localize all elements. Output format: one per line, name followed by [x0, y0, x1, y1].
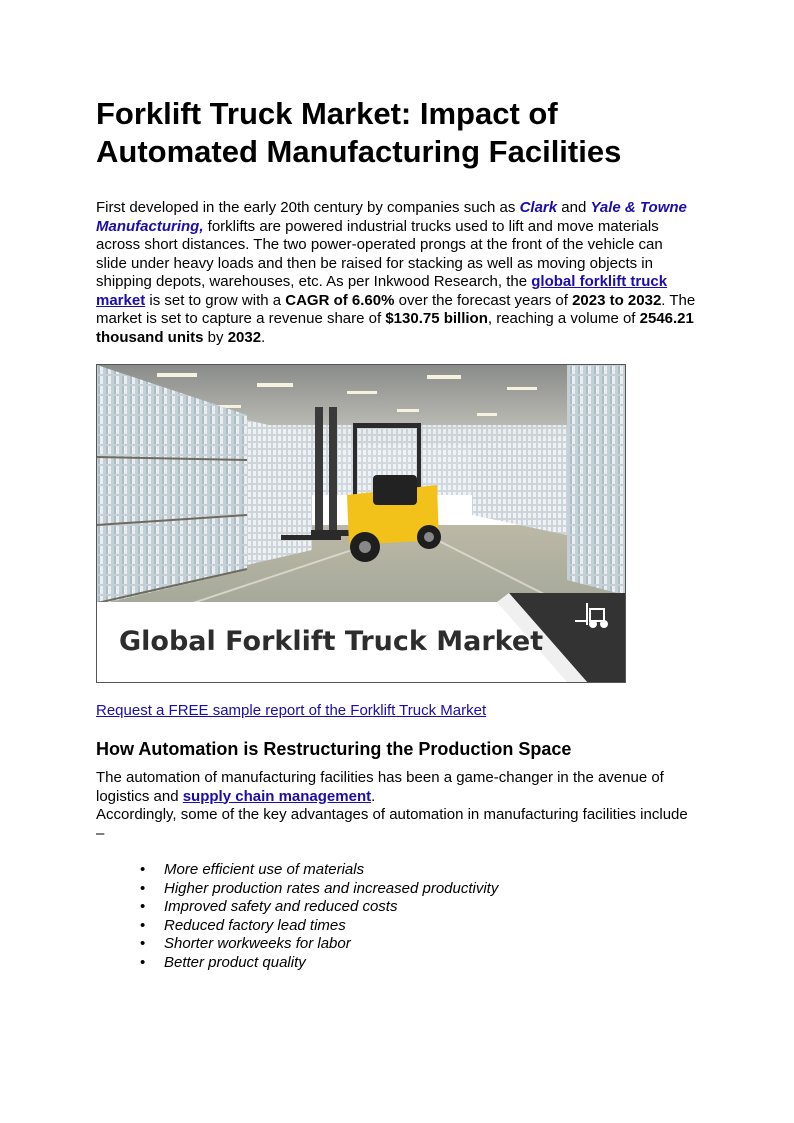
intro-text: . — [261, 328, 266, 346]
section-heading: How Automation is Restructuring the Production Space — [96, 739, 572, 759]
list-item — [96, 880, 498, 899]
market-banner-image — [96, 364, 626, 683]
list-item — [96, 861, 498, 880]
list-item — [96, 935, 498, 954]
intro-text: is set to grow with a — [145, 291, 286, 309]
supply-chain-link[interactable]: supply chain management — [182, 787, 372, 805]
sample-report-link[interactable]: Request a FREE sample report of the Forklift Truck Market — [96, 702, 487, 719]
bullet-icon: • — [140, 861, 146, 878]
yale-towne-link[interactable]: Yale & Towne Manufacturing, — [96, 199, 687, 235]
global-forklift-market-link[interactable]: global forklift truck market — [96, 273, 668, 309]
intro-text: over the forecast years of — [394, 291, 573, 309]
list-item-text: Improved safety and reduced costs — [164, 898, 398, 915]
bullet-icon: • — [140, 898, 146, 915]
intro-text: First developed in the early 20th century by companies such as — [96, 199, 520, 216]
page-title: Forklift Truck Market: Impact of Automated Manufacturing Facilities — [96, 96, 622, 169]
intro-text: , reaching a volume of — [487, 310, 640, 327]
section-paragraph — [96, 769, 696, 843]
list-item — [96, 898, 498, 917]
list-item — [96, 917, 498, 936]
intro-paragraph — [96, 199, 696, 347]
advantages-list — [96, 861, 498, 972]
bullet-icon: • — [140, 916, 146, 934]
revenue-value: $130.75 billion — [385, 310, 488, 327]
clark-link[interactable]: Clark — [519, 199, 558, 216]
list-item-text: Shorter workweeks for labor — [164, 935, 351, 952]
cagr-value: CAGR of 6.60% — [285, 291, 395, 309]
intro-text: forklifts are powered industrial trucks used to lift and move materials across short distances. The two power-operated prongs at the front of the vehicle can slide under heavy loads and then be raised for stacking as well as moving objects in shipping depots, warehouses, etc. As per Inkwood Research, the — [96, 217, 663, 290]
forecast-years: 2023 to 2032 — [572, 291, 662, 309]
bullet-icon: • — [140, 879, 146, 897]
banner-caption: Global Forklift Truck Market — [119, 626, 544, 657]
volume-value: 2546.21 thousand units — [96, 310, 694, 346]
target-year: 2032 — [227, 328, 262, 346]
list-item-text: More efficient use of materials — [164, 861, 365, 878]
intro-text: by — [203, 328, 228, 346]
list-item-text: Better product quality — [164, 953, 306, 971]
list-item — [96, 954, 498, 973]
list-item-text: Higher production rates and increased productivity — [164, 879, 499, 897]
intro-text: and — [557, 199, 591, 216]
bullet-icon: • — [140, 953, 146, 971]
warehouse-photo — [97, 365, 625, 682]
intro-text: . The market is set to capture a revenue share of — [96, 291, 696, 327]
list-item-text: Reduced factory lead times — [164, 916, 346, 934]
bullet-icon: • — [140, 935, 146, 952]
section-text: The automation of manufacturing facilities has been a game-changer in the avenue of logistics and — [96, 769, 664, 805]
section-text: . — [371, 787, 376, 805]
section-text: Accordingly, some of the key advantages of automation in manufacturing facilities include – — [96, 806, 688, 842]
